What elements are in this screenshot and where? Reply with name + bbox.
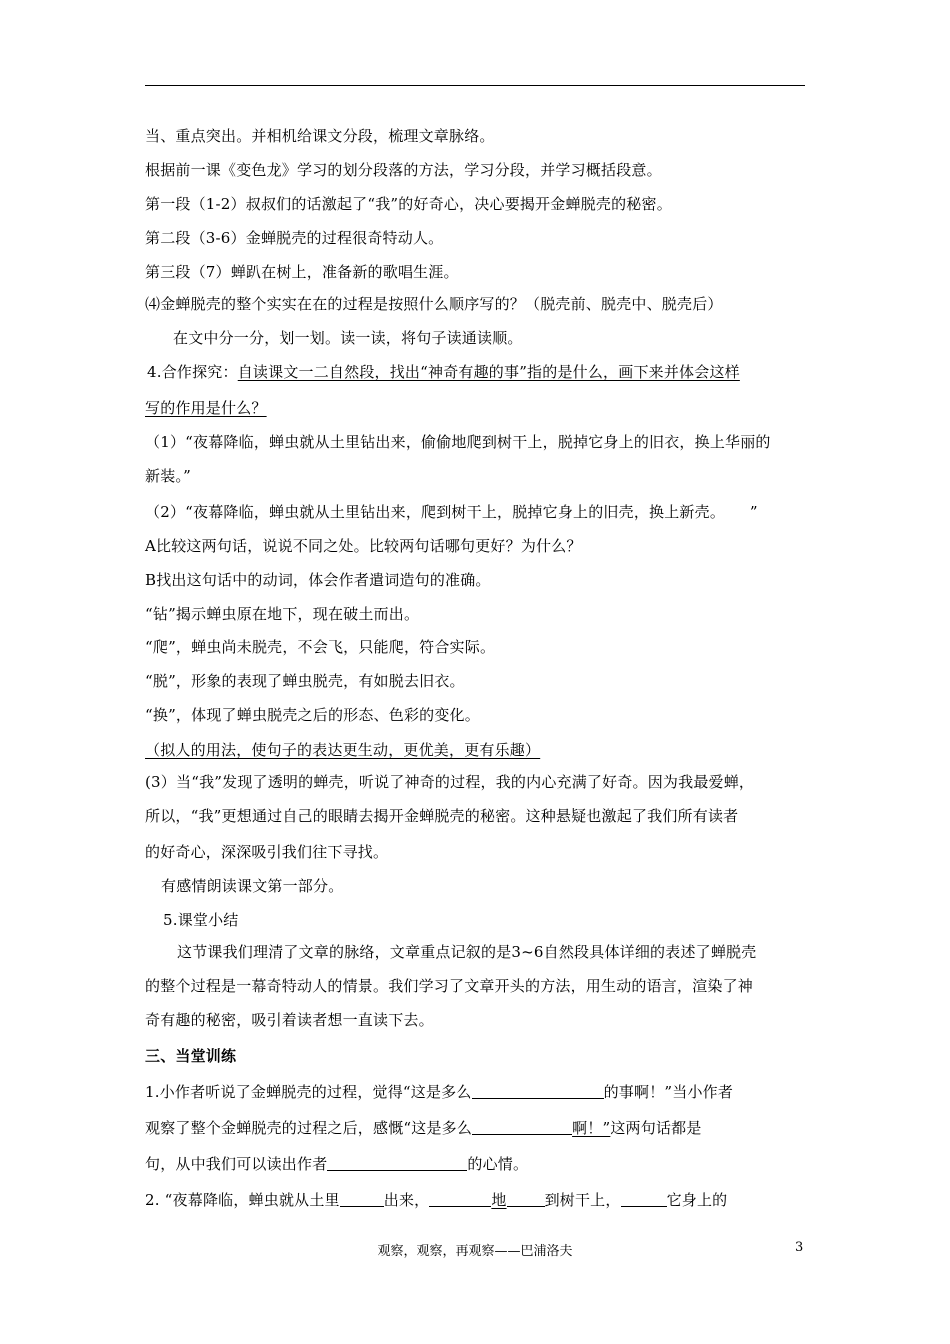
text-line: 第一段（1-2）叔叔们的话激起了“我”的好奇心，决心要揭开金蝉脱壳的秘密。	[145, 195, 672, 213]
text-line: B找出这句话中的动词，体会作者遣词造句的准确。	[145, 571, 491, 589]
text-line: 新装。”	[145, 467, 191, 485]
text-line: A比较这两句话，说说不同之处。比较两句话哪句更好？为什么？	[145, 537, 582, 555]
exercise-text: 地	[491, 1191, 507, 1209]
underlined-task: 写的作用是什么？	[145, 399, 267, 417]
page-number: 3	[795, 1240, 804, 1255]
text-line: “换”，体现了蝉虫脱壳之后的形态、色彩的变化。	[145, 706, 480, 724]
section-heading: 5.课堂小结	[163, 911, 239, 929]
exercise-line	[145, 1154, 528, 1174]
exercise-text: 这两句话都是	[610, 1119, 702, 1137]
exercise-text: 句，从中我们可以读出作者	[145, 1155, 328, 1173]
footer-quote: 观察，观察，再观察——巴浦洛夫	[377, 1244, 573, 1259]
fill-blank[interactable]	[507, 1191, 545, 1207]
exercise-line	[145, 1190, 727, 1210]
text-line	[147, 362, 740, 382]
exercise-text: 的心情。	[467, 1155, 529, 1173]
text-line: 在文中分一分，划一划。读一读，将句子读通读顺。	[173, 329, 523, 347]
text-line: “脱”，形象的表现了蝉虫脱壳，有如脱去旧衣。	[145, 672, 465, 690]
text-line: “爬”，蝉虫尚未脱壳，不会飞，只能爬，符合实际。	[145, 638, 496, 656]
fill-blank[interactable]	[429, 1191, 491, 1207]
exercise-text: 2. “夜幕降临，蝉虫就从土里	[145, 1191, 340, 1209]
exercise-text: 的事啊！”当小作者	[603, 1083, 734, 1101]
text-line: 根据前一课《变色龙》学习的划分段落的方法，学习分段，并学习概括段意。	[145, 161, 662, 179]
text-line: 第二段（3-6）金蝉脱壳的过程很奇特动人。	[145, 229, 444, 247]
exercise-line	[145, 1118, 702, 1138]
text-line: ⑷金蝉脱壳的整个实实在在的过程是按照什么顺序写的？（脱壳前、脱壳中、脱壳后）	[145, 295, 723, 313]
fill-blank[interactable]	[472, 1083, 604, 1099]
text-line: （2）“夜幕降临，蝉虫就从土里钻出来，爬到树干上，脱掉它身上的旧壳，换上新壳。 ”	[145, 503, 758, 521]
underlined-task: 自读课文一二自然段，找出“神奇有趣的事”指的是什么，画下来并体会这样	[237, 363, 740, 381]
step-label: 4.合作探究：	[147, 363, 238, 381]
fill-blank[interactable]	[621, 1191, 667, 1207]
fill-blank[interactable]	[340, 1191, 384, 1207]
exercise-text: 到树干上，	[544, 1191, 621, 1209]
header-rule	[145, 85, 805, 86]
text-line: 所以，“我”更想通过自己的眼睛去揭开金蝉脱壳的秘密。这种悬疑也激起了我们所有读者	[145, 807, 739, 825]
fill-blank[interactable]	[327, 1155, 467, 1171]
text-line: 这节课我们理清了文章的脉络，文章重点记叙的是3~6自然段具体详细的表述了蝉脱壳	[177, 943, 757, 961]
text-line: 当、重点突出。并相机给课文分段，梳理文章脉络。	[145, 127, 495, 145]
exercise-line	[145, 1082, 733, 1102]
fill-blank[interactable]	[472, 1119, 572, 1135]
text-line: 的好奇心，深深吸引我们往下寻找。	[145, 843, 389, 861]
text-line: 第三段（7）蝉趴在树上，准备新的歌唱生涯。	[145, 263, 459, 281]
section-heading: 三、当堂训练	[145, 1047, 237, 1065]
underlined-note: （拟人的用法，使句子的表达更生动，更优美，更有乐趣）	[145, 741, 541, 759]
text-line: （1）“夜幕降临，蝉虫就从土里钻出来，偷偷地爬到树干上，脱掉它身上的旧衣，换上华丽的	[145, 433, 771, 451]
text-line: 奇有趣的秘密，吸引着读者想一直读下去。	[145, 1011, 434, 1029]
text-line: (3）当“我”发现了透明的蝉壳，听说了神奇的过程，我的内心充满了好奇。因为我最爱蝉，	[145, 773, 755, 791]
text-line: 有感情朗读课文第一部分。	[161, 877, 344, 895]
text-line: “钻”揭示蝉虫原在地下，现在破土而出。	[145, 605, 420, 623]
exercise-text: 1.小作者听说了金蝉脱壳的过程，觉得“这是多么	[145, 1083, 472, 1101]
exercise-text: 啊！”	[572, 1119, 611, 1137]
exercise-text: 观察了整个金蝉脱壳的过程之后，感慨“这是多么	[145, 1119, 473, 1137]
text-line: 的整个过程是一幕奇特动人的情景。我们学习了文章开头的方法，用生动的语言，渲染了神	[145, 977, 754, 995]
exercise-text: 它身上的	[666, 1191, 728, 1209]
exercise-text: 出来，	[383, 1191, 430, 1209]
